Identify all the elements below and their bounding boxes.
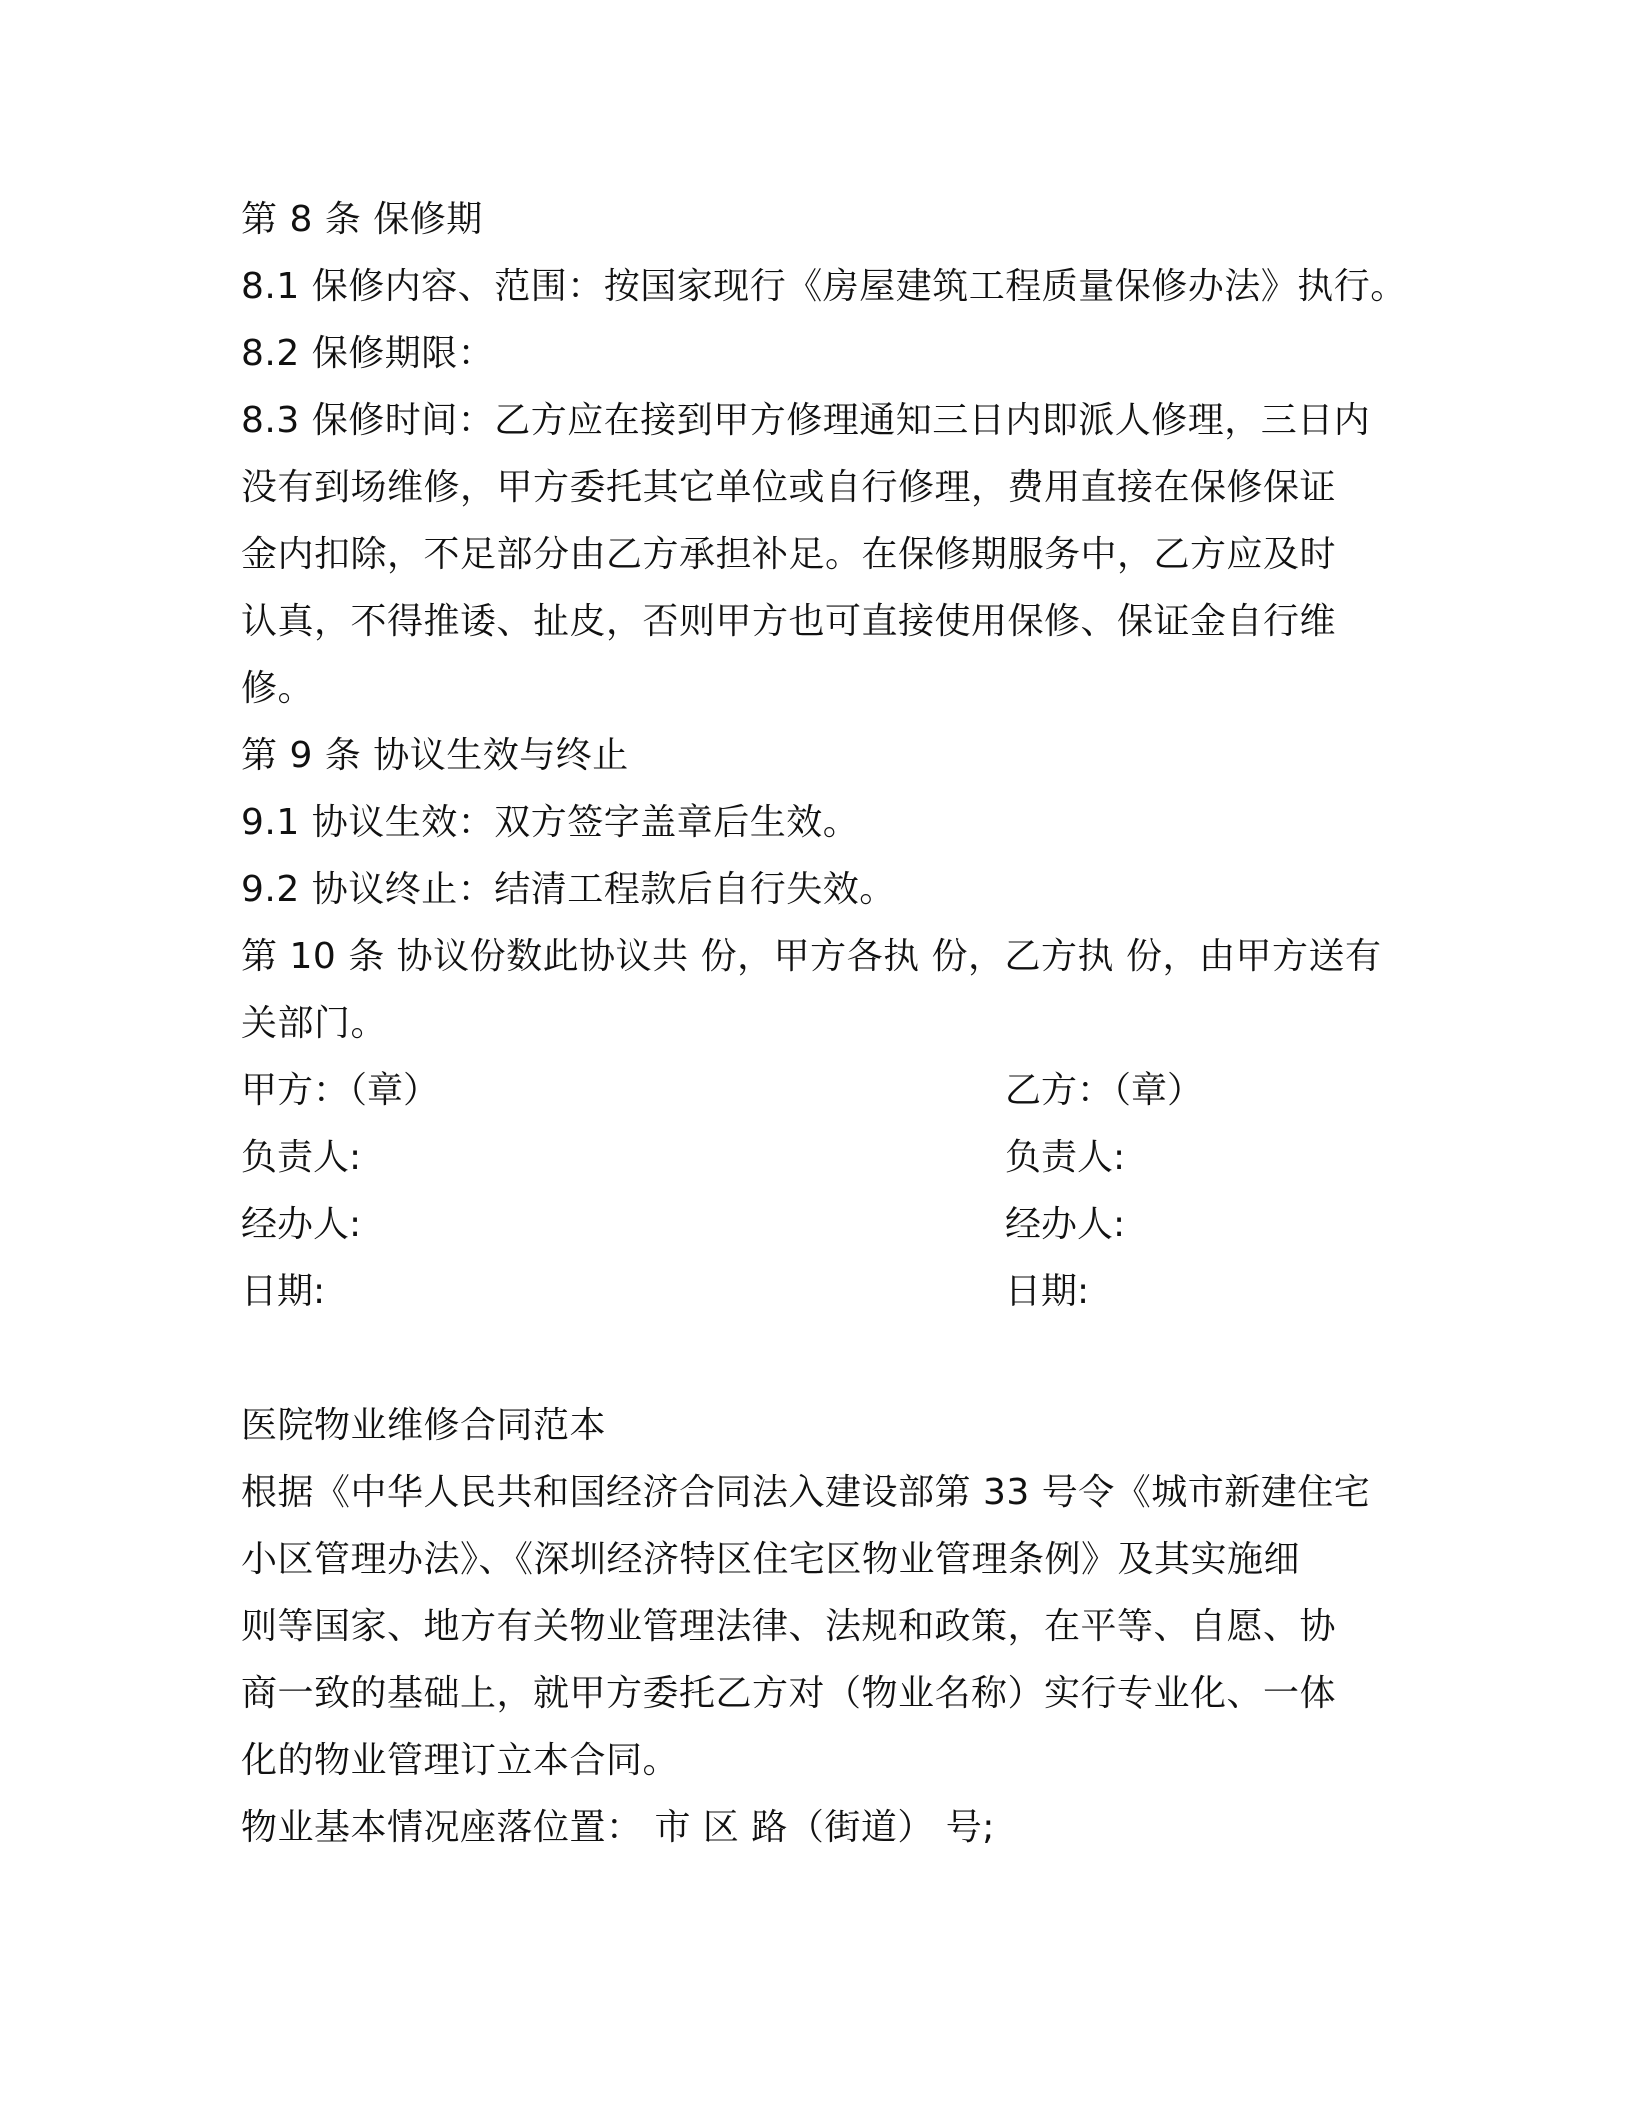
clause-8-3-line-4: 认真，不得推诿、扯皮，否则甲方也可直接使用保修、保证金自行维	[241, 601, 1337, 642]
clause-9-1: 9.1 协议生效：双方签字盖章后生效。	[241, 802, 860, 843]
section-9-heading: 第 9 条 协议生效与终止	[241, 735, 629, 776]
clause-8-3-line-5: 修。	[241, 668, 315, 709]
section-10-line-1: 第 10 条 协议份数此协议共 份，甲方各执 份，乙方执 份，由甲方送有	[241, 936, 1382, 977]
party-a-date: 日期:	[241, 1271, 326, 1312]
signature-row-handler	[241, 1191, 1401, 1258]
party-a-handler: 经办人:	[241, 1204, 362, 1245]
property-location-line: 物业基本情况座落位置： 市 区 路（街道） 号;	[241, 1807, 995, 1848]
clause-9-2: 9.2 协议终止：结清工程款后自行失效。	[241, 869, 896, 910]
clause-8-1: 8.1 保修内容、范围：按国家现行《房屋建筑工程质量保修办法》执行。	[241, 266, 1407, 307]
party-b-date: 日期:	[1005, 1271, 1090, 1312]
section-10-line-2: 关部门。	[241, 1003, 388, 1044]
preamble-line-4: 商一致的基础上，就甲方委托乙方对（物业名称）实行专业化、一体	[241, 1673, 1337, 1714]
preamble-line-2: 小区管理办法》、《深圳经济特区住宅区物业管理条例》及其实施细	[241, 1539, 1301, 1580]
party-b-seal: 乙方：（章）	[1005, 1070, 1204, 1111]
signature-row-party	[241, 1057, 1401, 1124]
preamble-line-3: 则等国家、地方有关物业管理法律、法规和政策，在平等、自愿、协	[241, 1606, 1337, 1647]
party-a-seal: 甲方：（章）	[241, 1070, 440, 1111]
document-body	[241, 186, 1407, 1861]
party-b-handler: 经办人:	[1005, 1204, 1126, 1245]
clause-8-3-line-1: 8.3 保修时间：乙方应在接到甲方修理通知三日内即派人修理，三日内	[241, 400, 1371, 441]
party-b-responsible: 负责人:	[1005, 1137, 1126, 1178]
party-a-responsible: 负责人:	[241, 1137, 362, 1178]
section-spacer	[241, 1325, 1401, 1392]
section-8-heading: 第 8 条 保修期	[241, 199, 483, 240]
preamble-line-5: 化的物业管理订立本合同。	[241, 1740, 680, 1781]
preamble-line-1: 根据《中华人民共和国经济合同法入建设部第 33 号令《城市新建住宅	[241, 1472, 1371, 1513]
contract-title: 医院物业维修合同范本	[241, 1405, 607, 1446]
clause-8-3-line-3: 金内扣除，不足部分由乙方承担补足。在保修期服务中，乙方应及时	[241, 534, 1337, 575]
signature-row-responsible	[241, 1124, 1401, 1191]
signature-row-date	[241, 1258, 1401, 1325]
clause-8-2: 8.2 保修期限：	[241, 333, 495, 374]
clause-8-3-line-2: 没有到场维修，甲方委托其它单位或自行修理，费用直接在保修保证	[241, 467, 1337, 508]
